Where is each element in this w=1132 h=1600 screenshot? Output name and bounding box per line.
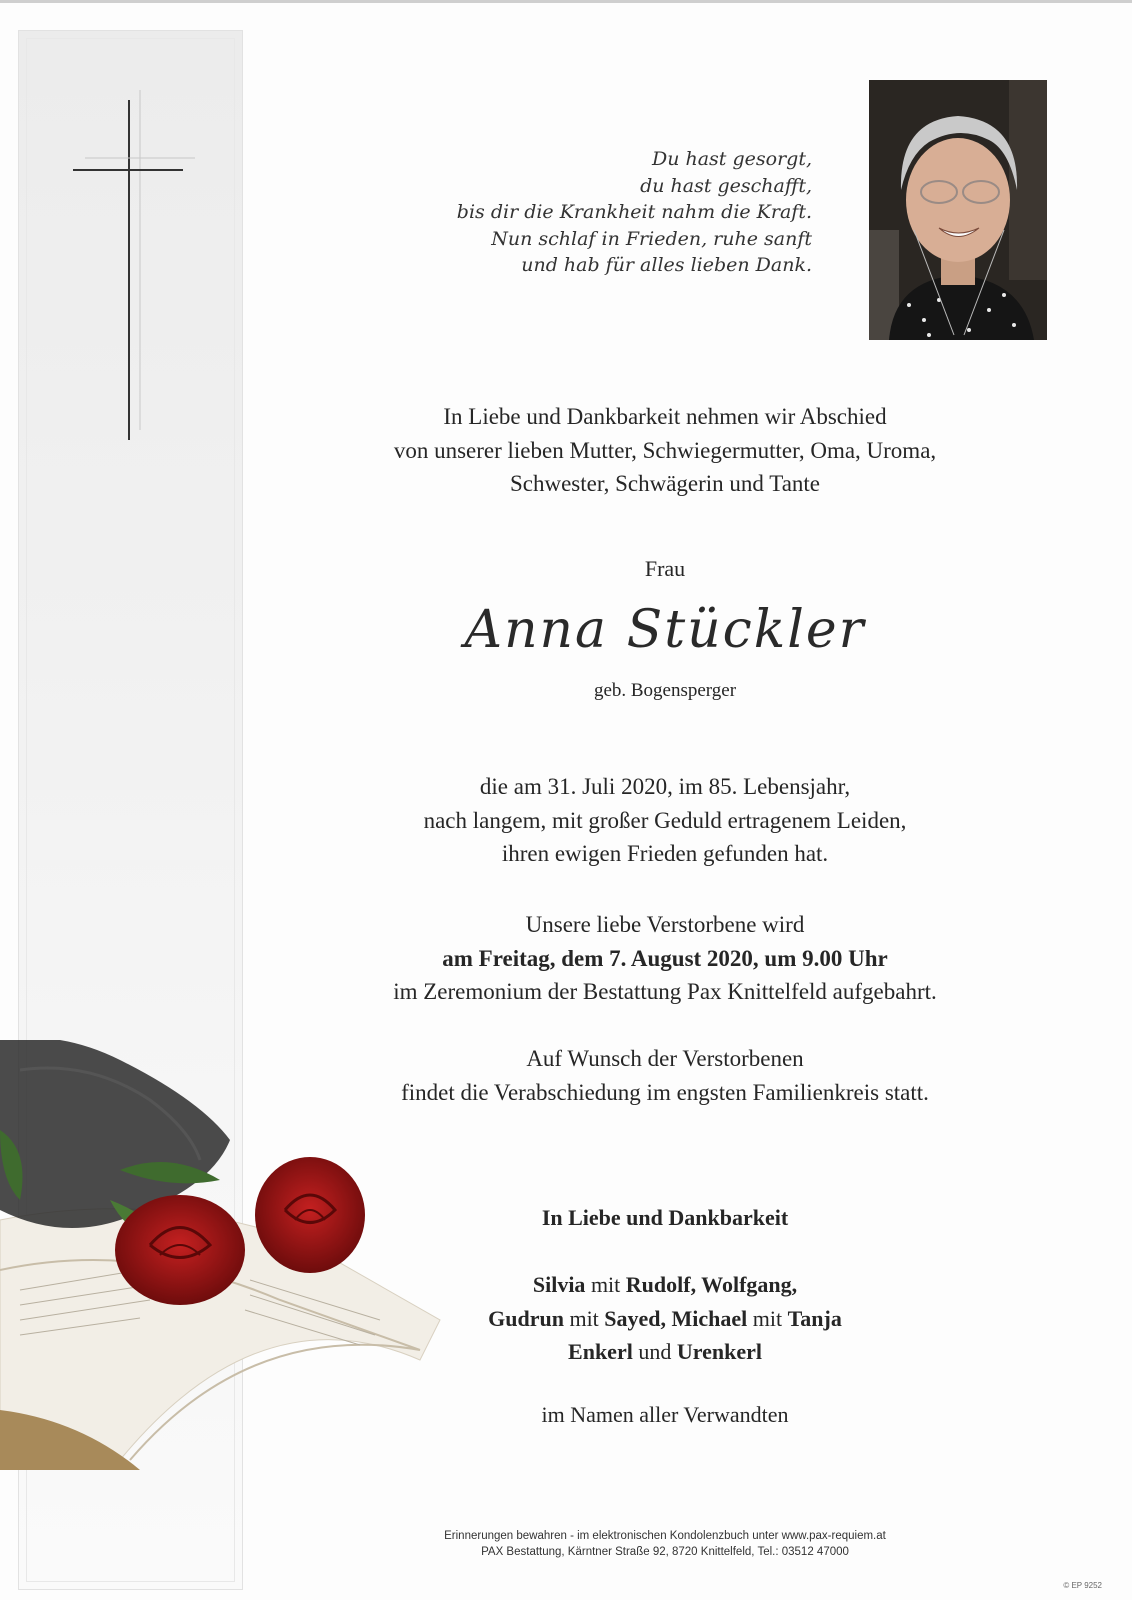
family-name: Enkerl bbox=[568, 1339, 633, 1364]
birth-name: geb. Bogensperger bbox=[593, 680, 737, 701]
family-name: Gudrun bbox=[488, 1305, 564, 1331]
intro-line: In Liebe und Dankbarkeit nehmen wir Abschied bbox=[443, 404, 887, 429]
family-name: Urenkerl bbox=[676, 1339, 762, 1364]
wish-line: findet die Verabschiedung im engsten Familienkreis statt. bbox=[401, 1079, 929, 1105]
death-line: nach langem, mit großer Geduld ertragenem Leiden, bbox=[423, 807, 907, 833]
cross-icon bbox=[0, 0, 260, 460]
footer-line: PAX Bestattung, Kärntner Straße 92, 8720 Knittelfeld, Tel.: 03512 47000 bbox=[481, 1546, 849, 1558]
family-name: Silvia bbox=[532, 1272, 586, 1297]
poem-line: bis dir die Krankheit nahm die Kraft. bbox=[456, 201, 812, 223]
footer bbox=[300, 1528, 1030, 1560]
closing-heading: In Liebe und Dankbarkeit bbox=[541, 1205, 789, 1230]
roses-on-book-illustration bbox=[0, 1040, 470, 1480]
family-connector: mit bbox=[563, 1305, 605, 1331]
death-line: die am 31. Juli 2020, im 85. Lebensjahr, bbox=[479, 774, 851, 799]
service-line: Unsere liebe Verstorbene wird bbox=[525, 912, 805, 937]
service-line: im Zeremonium der Bestattung Pax Knittelfeld aufgebahrt. bbox=[393, 979, 937, 1004]
relatives-line: im Namen aller Verwandten bbox=[541, 1402, 789, 1427]
print-code: © EP 9252 bbox=[1063, 1581, 1102, 1590]
intro-line: Schwester, Schwägerin und Tante bbox=[509, 471, 821, 496]
family-connector: mit bbox=[585, 1272, 626, 1297]
service-info bbox=[300, 908, 1030, 1009]
deceased-name: Anna Stückler bbox=[464, 600, 866, 660]
family-name: Sayed, Michael bbox=[604, 1305, 748, 1331]
intro-line: von unserer lieben Mutter, Schwiegermutter, Oma, Uroma, bbox=[393, 437, 937, 463]
poem bbox=[392, 146, 812, 279]
death-notice bbox=[300, 770, 1030, 871]
family-connector: mit bbox=[747, 1305, 788, 1331]
service-date: am Freitag, dem 7. August 2020, um 9.00 Uhr bbox=[442, 945, 888, 971]
poem-line: du hast geschafft, bbox=[640, 174, 812, 197]
poem-line: Du hast gesorgt, bbox=[651, 148, 812, 170]
poem-line: und hab für alles lieben Dank. bbox=[521, 254, 812, 276]
family-name: Tanja bbox=[787, 1305, 842, 1331]
footer-line: Erinnerungen bewahren - im elektronischen Kondolenzbuch unter www.pax-requiem.at bbox=[444, 1530, 886, 1542]
family-connector: und bbox=[632, 1339, 677, 1364]
portrait-illustration bbox=[869, 80, 1047, 340]
wish-line: Auf Wunsch der Verstorbenen bbox=[526, 1046, 804, 1071]
salutation: Frau bbox=[644, 556, 686, 581]
death-line: ihren ewigen Frieden gefunden hat. bbox=[501, 841, 829, 866]
portrait-photo bbox=[869, 80, 1047, 340]
intro-text bbox=[300, 400, 1030, 501]
family-name: Rudolf, Wolfgang, bbox=[625, 1272, 798, 1297]
poem-line: Nun schlaf in Frieden, ruhe sanft bbox=[491, 227, 812, 250]
